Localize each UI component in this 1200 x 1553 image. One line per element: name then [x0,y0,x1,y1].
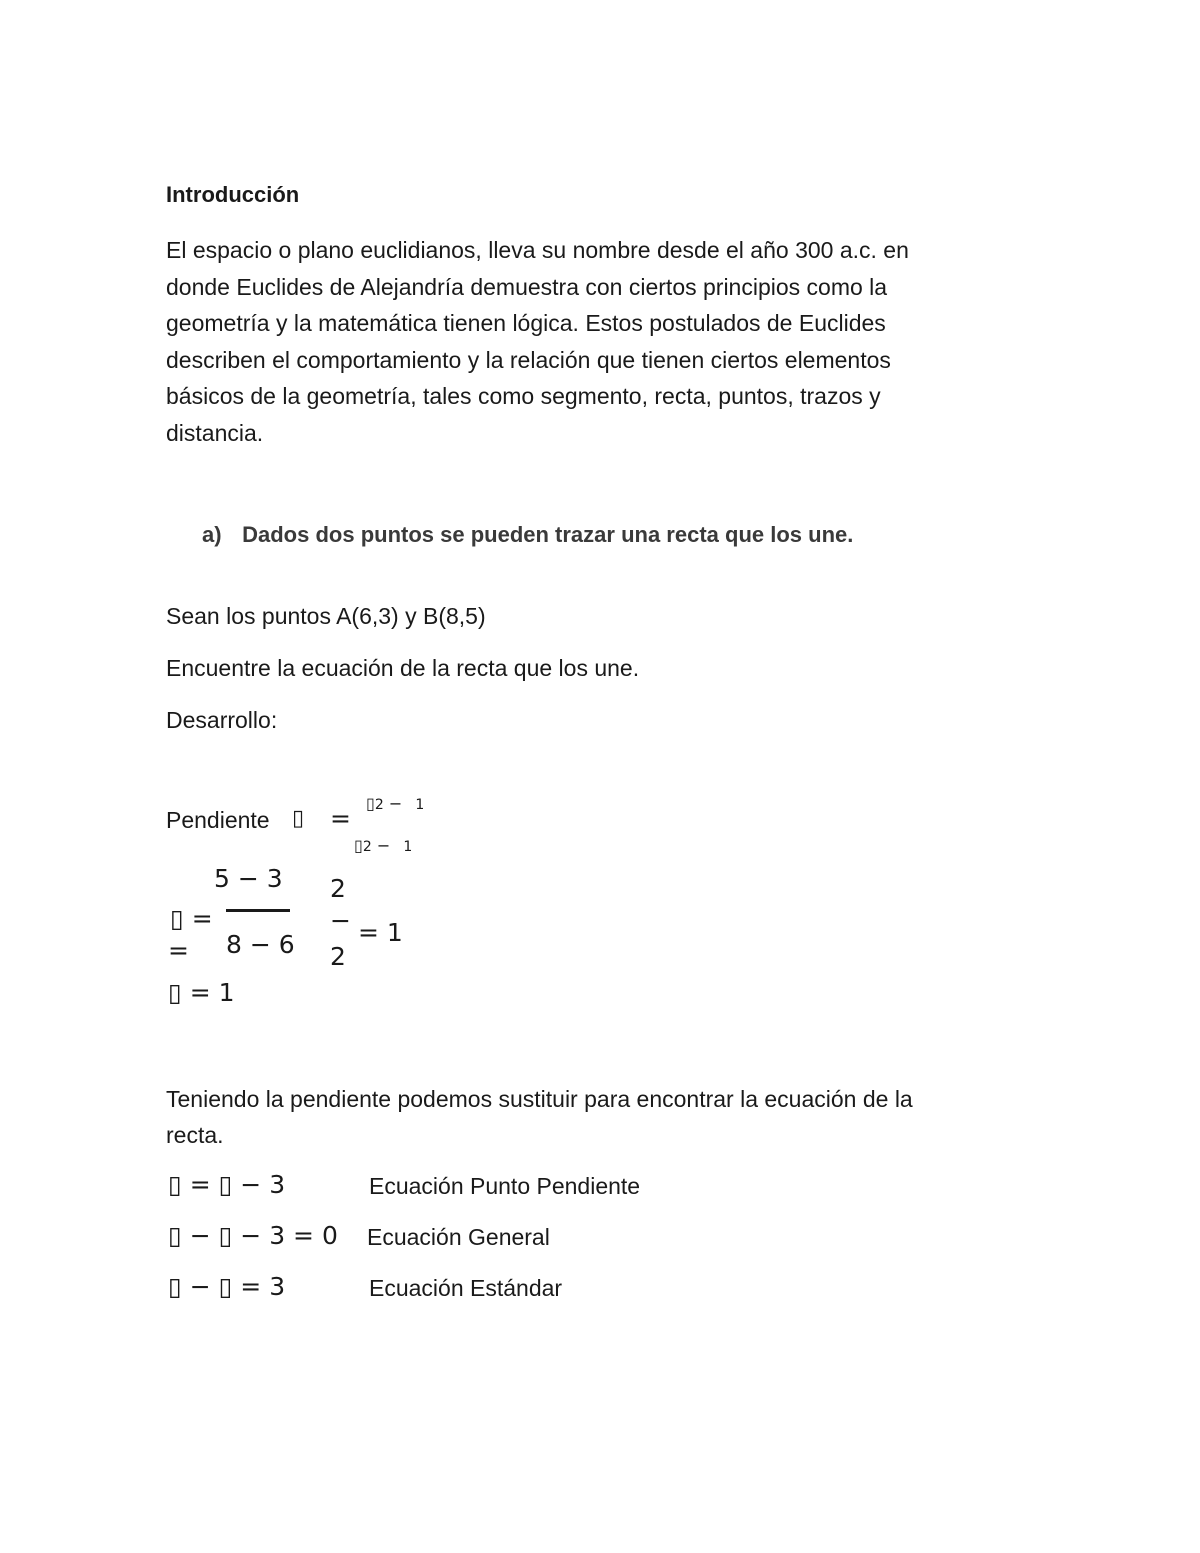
paragraph-line: geometría y la matemática tienen lógica. Estos postulados de Euclides [166,310,886,336]
task-statement: Encuentre la ecuación de la recta que los une. [166,655,640,681]
points-statement: Sean los puntos A(6,3) y B(8,5) [166,603,486,629]
simplified-denominator: 2 [330,942,346,971]
conclusion-line: Teniendo la pendiente podemos sustituir para encontrar la ecuación de la [166,1086,913,1112]
equation-standard-name: Ecuación Estándar [369,1275,563,1301]
equation-point-slope-name: Ecuación Punto Pendiente [369,1173,641,1199]
operator: − [376,836,391,855]
y-symbol: ▯ [366,794,375,813]
intro-heading: Introducción [166,182,300,207]
section-a-heading [202,522,853,548]
slope-label: Pendiente [166,807,270,833]
calc-denominator: 8 − 6 [226,930,295,959]
paragraph-line: donde Euclides de Alejandría demuestra con ciertos principios como la [166,273,888,300]
formula-numerator [366,794,424,813]
conclusion-line: recta. [166,1122,224,1148]
subscript: 2 [374,797,384,813]
list-label: a) [202,522,222,547]
simplified-numerator: 2 [330,874,346,903]
slope-symbol: ▯ [292,806,305,831]
calc-m-equals: ▯ = [170,904,213,933]
paragraph-line: básicos de la geometría, tales como segmento, recta, puntos, trazos y [166,383,881,409]
paragraph-line: distancia. [166,419,264,446]
development-label: Desarrollo: [166,707,278,733]
subscript: 1 [415,797,425,813]
paragraph-line: describen el comportamiento y la relación que tienen ciertos elementos [166,346,891,373]
x-symbol: ▯ [354,836,363,855]
calc-result: = 1 [358,918,403,947]
subscript: 2 [362,839,372,855]
equation-standard: ▯ − ▯ = 3 [168,1272,286,1301]
fraction-bar [226,909,290,912]
slope-equals: = [330,804,351,833]
paragraph-line: El espacio o plano euclidianos, lleva su nombre desde el año 300 a.c. en [166,237,909,263]
section-a-title: Dados dos puntos se pueden trazar una recta que los une. [242,522,854,547]
simplified-bar: − [330,906,351,935]
calc-numerator: 5 − 3 [214,864,283,893]
operator: − [388,794,403,813]
intro-paragraph [166,232,1046,451]
calc-equals: = [168,936,189,965]
equation-point-slope: ▯ = ▯ − 3 [168,1170,286,1199]
equation-general-name: Ecuación General [367,1224,550,1250]
formula-denominator [354,836,412,855]
slope-result: ▯ = 1 [168,978,235,1007]
subscript: 1 [403,839,413,855]
equation-general: ▯ − ▯ − 3 = 0 [168,1221,338,1250]
